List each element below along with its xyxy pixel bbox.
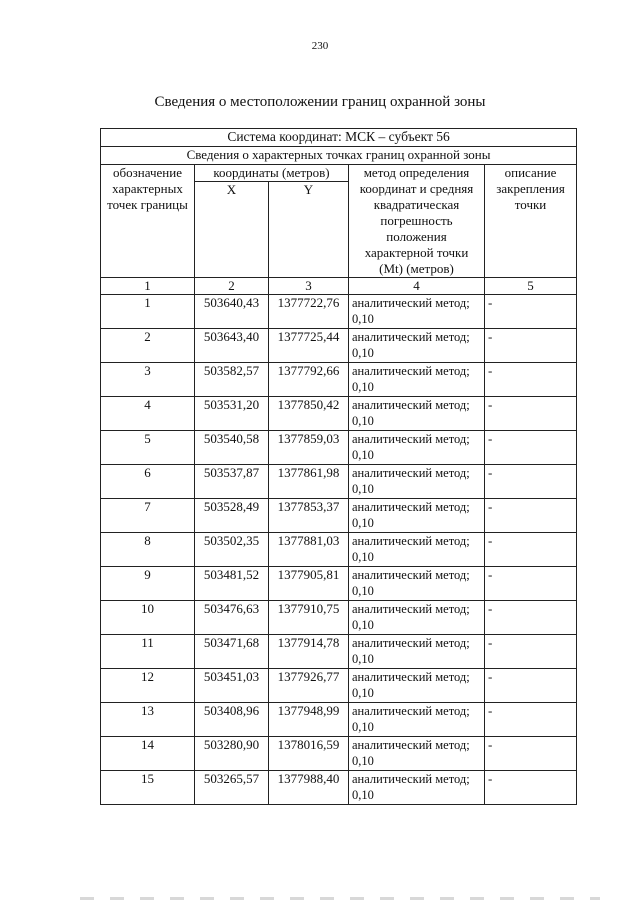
point-number-cell: 12 [101,669,195,703]
table-row [101,635,577,669]
point-designation-header: обозначение характерных точек границы [101,165,195,278]
table-row [101,703,577,737]
point-number-cell: 14 [101,737,195,771]
y-coordinate-cell: 1377881,03 [269,533,349,567]
point-number-cell: 15 [101,771,195,805]
column-number: 2 [195,278,269,295]
fixing-description-cell: - [485,465,577,499]
column-number: 3 [269,278,349,295]
fixing-description-cell: - [485,737,577,771]
fixing-description-cell: - [485,635,577,669]
point-number-cell: 6 [101,465,195,499]
fixing-description-cell: - [485,363,577,397]
method-cell: аналитический метод; 0,10 [349,295,485,329]
table-row [101,771,577,805]
table-row [101,397,577,431]
x-coordinate-cell: 503540,58 [195,431,269,465]
boundary-points-table [100,128,577,805]
points-info-header: Сведения о характерных точках границ охранной зоны [101,147,577,165]
info-header-row [101,147,577,165]
column-numbers-row [101,278,577,295]
y-coordinate-cell: 1377926,77 [269,669,349,703]
method-cell: аналитический метод; 0,10 [349,499,485,533]
point-number-cell: 2 [101,329,195,363]
fixing-description-cell: - [485,397,577,431]
coordinates-header: координаты (метров) [195,165,349,182]
y-coordinate-cell: 1377948,99 [269,703,349,737]
method-cell: аналитический метод; 0,10 [349,397,485,431]
point-number-cell: 7 [101,499,195,533]
y-coordinate-cell: 1377859,03 [269,431,349,465]
point-number-cell: 8 [101,533,195,567]
table-row [101,567,577,601]
table-row [101,465,577,499]
coordinate-system-header: Система координат: МСК – субъект 56 [101,129,577,147]
x-coordinate-cell: 503451,03 [195,669,269,703]
fixing-description-cell: - [485,703,577,737]
y-coordinate-cell: 1377722,76 [269,295,349,329]
method-header: метод определения координат и средняя квадратическая погрешность положения характерной точки (Mt) (метров) [349,165,485,278]
method-cell: аналитический метод; 0,10 [349,465,485,499]
method-cell: аналитический метод; 0,10 [349,703,485,737]
x-coordinate-cell: 503643,40 [195,329,269,363]
x-coordinate-cell: 503531,20 [195,397,269,431]
faint-bleed-through-line [80,897,600,900]
table-row [101,737,577,771]
method-cell: аналитический метод; 0,10 [349,601,485,635]
table-row [101,431,577,465]
point-number-cell: 10 [101,601,195,635]
point-number-cell: 9 [101,567,195,601]
point-number-cell: 13 [101,703,195,737]
x-coordinate-cell: 503265,57 [195,771,269,805]
fixing-description-cell: - [485,669,577,703]
coordinate-system-row [101,129,577,147]
x-coordinate-cell: 503481,52 [195,567,269,601]
x-coordinate-cell: 503408,96 [195,703,269,737]
x-header: X [195,182,269,278]
table-row [101,533,577,567]
x-coordinate-cell: 503502,35 [195,533,269,567]
x-coordinate-cell: 503582,57 [195,363,269,397]
fixing-description-cell: - [485,533,577,567]
y-coordinate-cell: 1377850,42 [269,397,349,431]
table-row [101,601,577,635]
y-coordinate-cell: 1377853,37 [269,499,349,533]
y-header: Y [269,182,349,278]
column-number: 5 [485,278,577,295]
y-coordinate-cell: 1377792,66 [269,363,349,397]
y-coordinate-cell: 1377914,78 [269,635,349,669]
method-cell: аналитический метод; 0,10 [349,363,485,397]
x-coordinate-cell: 503471,68 [195,635,269,669]
table-row [101,499,577,533]
page-number: 230 [311,40,329,52]
fixing-description-cell: - [485,295,577,329]
y-coordinate-cell: 1377905,81 [269,567,349,601]
x-coordinate-cell: 503528,49 [195,499,269,533]
x-coordinate-cell: 503280,90 [195,737,269,771]
fixing-description-cell: - [485,771,577,805]
table-row [101,329,577,363]
document-title: Сведения о местоположении границ охранной зоны [154,94,486,110]
method-cell: аналитический метод; 0,10 [349,669,485,703]
y-coordinate-cell: 1377910,75 [269,601,349,635]
point-number-cell: 11 [101,635,195,669]
point-number-cell: 4 [101,397,195,431]
fixing-description-header: описание закрепления точки [485,165,577,278]
fixing-description-cell: - [485,601,577,635]
method-cell: аналитический метод; 0,10 [349,431,485,465]
column-number: 1 [101,278,195,295]
point-number-cell: 5 [101,431,195,465]
y-coordinate-cell: 1378016,59 [269,737,349,771]
point-number-cell: 1 [101,295,195,329]
y-coordinate-cell: 1377725,44 [269,329,349,363]
point-number-cell: 3 [101,363,195,397]
fixing-description-cell: - [485,431,577,465]
method-cell: аналитический метод; 0,10 [349,567,485,601]
table-row [101,295,577,329]
table-row [101,669,577,703]
y-coordinate-cell: 1377861,98 [269,465,349,499]
y-coordinate-cell: 1377988,40 [269,771,349,805]
method-cell: аналитический метод; 0,10 [349,329,485,363]
column-number: 4 [349,278,485,295]
x-coordinate-cell: 503476,63 [195,601,269,635]
method-cell: аналитический метод; 0,10 [349,533,485,567]
column-header-row [101,165,577,182]
fixing-description-cell: - [485,499,577,533]
fixing-description-cell: - [485,567,577,601]
method-cell: аналитический метод; 0,10 [349,771,485,805]
method-cell: аналитический метод; 0,10 [349,737,485,771]
method-cell: аналитический метод; 0,10 [349,635,485,669]
fixing-description-cell: - [485,329,577,363]
x-coordinate-cell: 503537,87 [195,465,269,499]
x-coordinate-cell: 503640,43 [195,295,269,329]
table-row [101,363,577,397]
